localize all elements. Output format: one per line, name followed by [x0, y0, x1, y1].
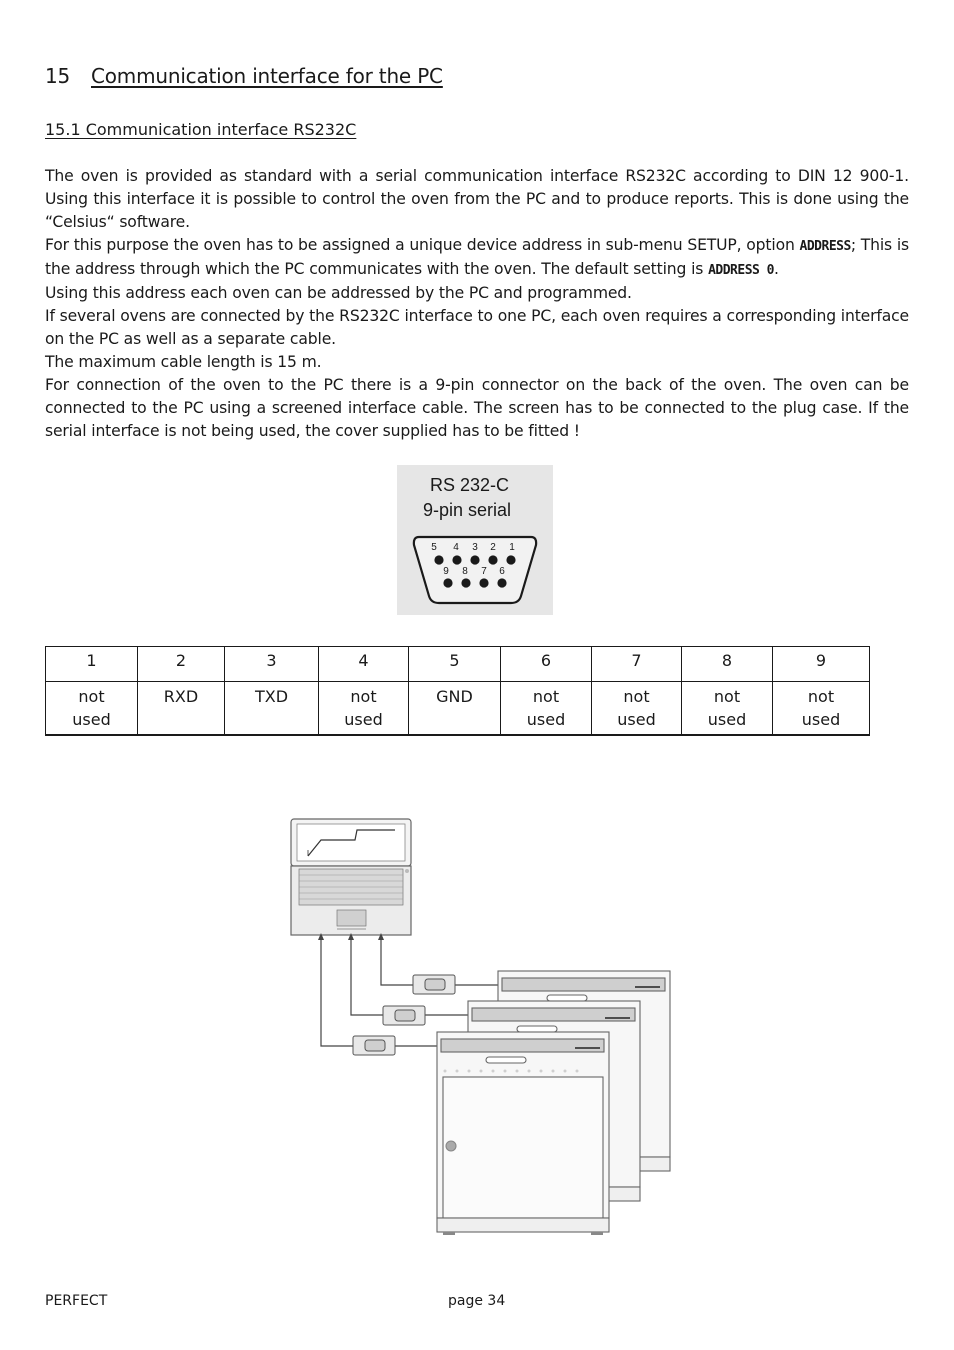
pin-label-top-2: 4: [453, 542, 459, 553]
laptop-icon: [291, 819, 411, 935]
pin-label-bottom-4: 6: [499, 566, 505, 577]
db9-connector-icon: [397, 465, 553, 615]
lcd-address-default: ADDRESS 0: [708, 263, 775, 278]
paragraph-5: The maximum cable length is 15 m.: [45, 353, 322, 371]
pin-number: 4: [319, 647, 409, 682]
pin-number: 2: [138, 647, 225, 682]
subsection-heading: 15.1 Communication interface RS232C: [45, 120, 357, 139]
pin-signal: not used: [319, 682, 409, 736]
pin-number: 5: [409, 647, 501, 682]
rs232-connector-figure: [397, 465, 553, 615]
paragraph-3: Using this address each oven can be addressed by the PC and programmed.: [45, 284, 632, 302]
pin-number: 3: [225, 647, 319, 682]
pin-number: 6: [501, 647, 592, 682]
pin-signal: TXD: [225, 682, 319, 736]
pin-signal: not used: [682, 682, 773, 736]
pc-oven-connection-illustration: [285, 815, 675, 1240]
pin-label-top-4: 2: [490, 542, 496, 553]
footer-page-number: page 34: [448, 1293, 506, 1309]
pin-number: 9: [773, 647, 870, 682]
section-heading: [45, 64, 443, 88]
pin-label-bottom-2: 8: [462, 566, 468, 577]
pin-signal: GND: [409, 682, 501, 736]
pin-assignment-table: [45, 646, 870, 736]
oven-icon: [437, 1032, 609, 1235]
connector-label-line2: 9-pin serial: [423, 500, 512, 520]
pin-number: 1: [46, 647, 138, 682]
footer-product: PERFECT: [45, 1293, 108, 1309]
pin-signal-row: [46, 682, 870, 736]
pin-signal: not used: [501, 682, 592, 736]
connector-label-line1: RS 232-C: [430, 475, 510, 495]
pin-label-bottom-3: 7: [481, 566, 487, 577]
section-title: Communication interface for the PC: [91, 64, 443, 88]
pin-number: 7: [592, 647, 682, 682]
pin-label-bottom-1: 9: [443, 566, 449, 577]
pin-signal: RXD: [138, 682, 225, 736]
pin-signal: not used: [592, 682, 682, 736]
pin-signal: not used: [46, 682, 138, 736]
body-text: [45, 165, 909, 443]
pin-label-top-5: 1: [509, 542, 515, 553]
pin-label-top-3: 3: [472, 542, 478, 553]
pin-label-top-1: 5: [431, 542, 437, 553]
paragraph-2: For this purpose the oven has to be assigned a unique device address in sub-menu SETUP, option ADDRESS; This is the address through which the PC communicates with the oven. The default setting is ADDRESS 0.: [45, 236, 909, 278]
paragraph-1: The oven is provided as standard with a serial communication interface RS232C according to DIN 12 900-1. Using this interface it is possible to control the oven from the PC and to produce reports. This is done using the “Celsius“ software.: [45, 167, 909, 231]
pin-number: 8: [682, 647, 773, 682]
pin-signal: not used: [773, 682, 870, 736]
paragraph-6: For connection of the oven to the PC there is a 9-pin connector on the back of the oven. The oven can be connected to the PC using a screened interface cable. The screen has to be connected to the plug case. If the serial interface is not being used, the cover supplied has to be fitted !: [45, 376, 909, 440]
paragraph-4: If several ovens are connected by the RS232C interface to one PC, each oven requires a corresponding interface on the PC as well as a separate cable.: [45, 307, 909, 348]
section-number: 15: [45, 64, 71, 88]
lcd-address-option: ADDRESS: [799, 239, 851, 254]
pin-number-row: [46, 647, 870, 682]
